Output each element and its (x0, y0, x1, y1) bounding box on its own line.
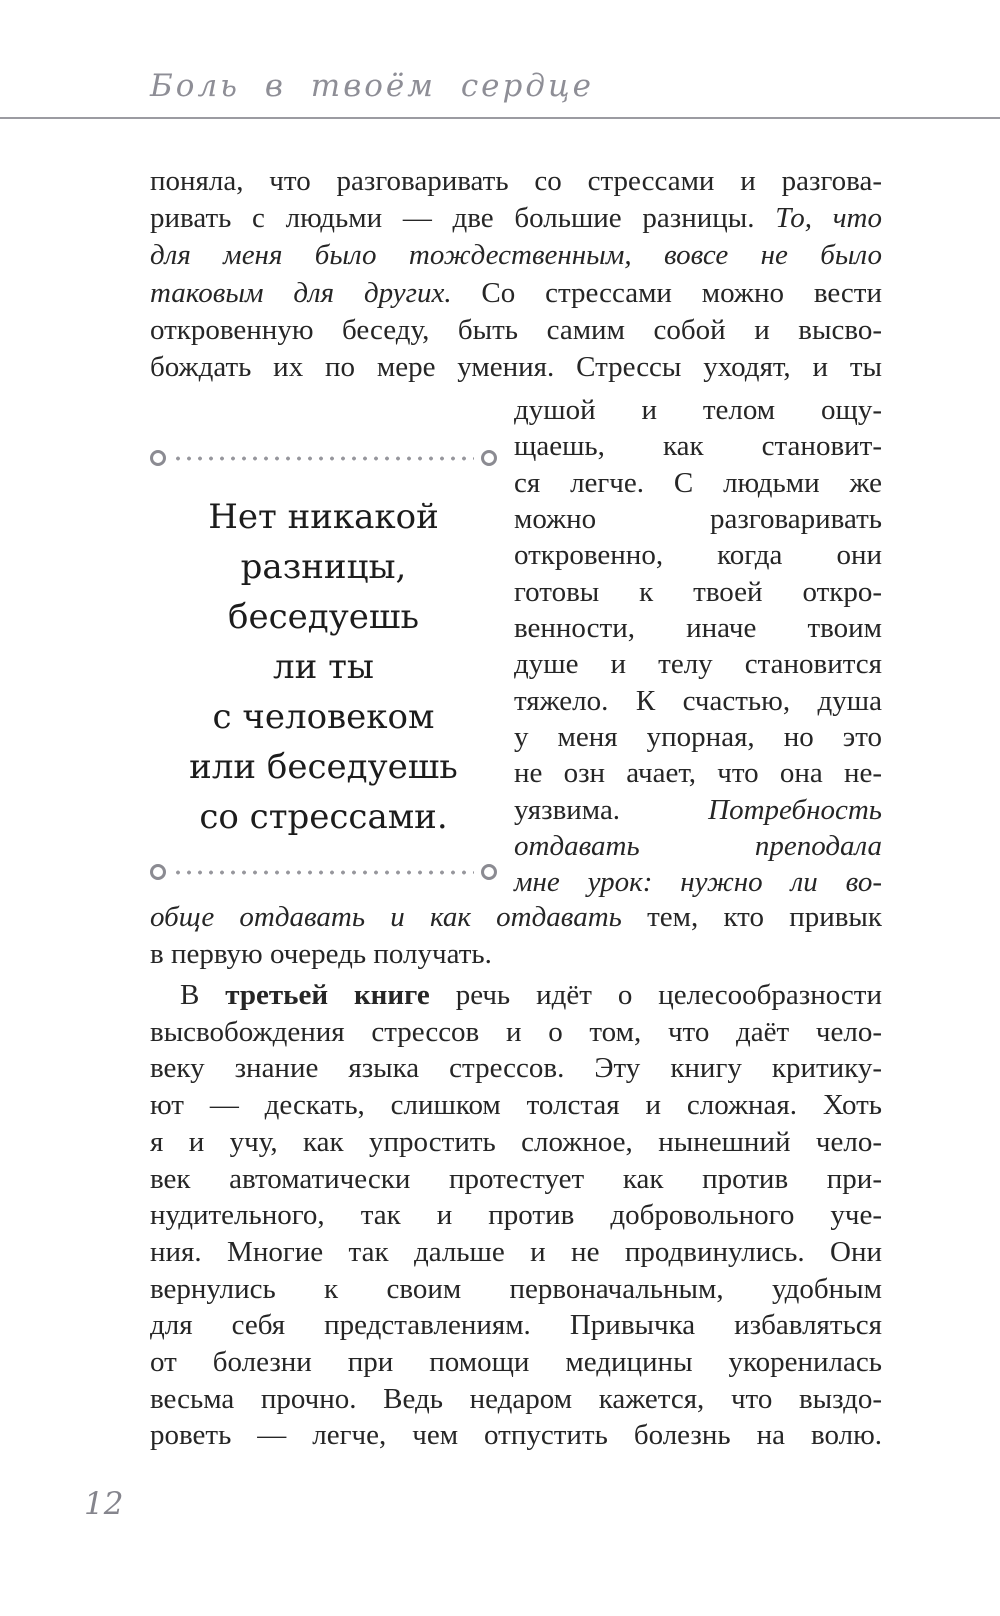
text-line: венности, иначе твоим (514, 612, 882, 645)
text-line: ся легче. С людьми же (514, 466, 882, 499)
text-line: для меня было тождественным, вовсе не было (150, 239, 882, 272)
text-line: тяжело. К счастью, душа (514, 684, 882, 717)
paragraph-2-tail (150, 899, 882, 973)
paragraph-1 (150, 163, 882, 386)
text-line: душой и телом ощу- (514, 394, 882, 426)
ornament-ring-right-icon (481, 864, 497, 880)
text-line: отдавать преподала (514, 830, 882, 863)
text-line: или беседуешь (189, 747, 458, 787)
text-line: В третьей книге речь идёт о целесообразности (180, 979, 883, 1011)
ornament-ring-right-icon (481, 450, 497, 466)
text-line: откровенно, когда они (514, 539, 882, 572)
text-line: ли ты (273, 647, 374, 687)
text-line: уязвима. Потребность (514, 793, 882, 826)
text-line: ривать с людьми — две большие разницы. То, что (150, 202, 882, 235)
text-line: Нет никакой (208, 497, 439, 537)
text-line: ют — дескать, слишком толстая и сложная. Хоть (150, 1089, 882, 1122)
running-head: Боль в твоём сердце (150, 68, 594, 104)
pull-quote (150, 392, 497, 901)
text-line: мне урок: нужно ли во- (514, 866, 882, 899)
text-line: нудительного, так и против добровольного уче- (150, 1199, 882, 1232)
text-line: я и учу, как упростить сложное, нынешний чело- (150, 1125, 882, 1158)
text-line: со стрессами. (199, 797, 448, 837)
text-line: бождать их по мере умения. Стрессы уходят, и ты (150, 351, 882, 384)
text-line: не озн ачает, что она не- (514, 757, 882, 790)
ornament-dotted-line (173, 870, 474, 875)
paragraph-3 (150, 977, 882, 1454)
text-line: веку знание языка стрессов. Эту книгу критику- (150, 1052, 882, 1085)
text-line: у меня упорная, но это (514, 721, 882, 754)
text-line: разницы, беседуешь (228, 547, 419, 637)
text-line: для себя представлениям. Привычка избавляться (150, 1309, 882, 1342)
ornament-dotted-line (173, 456, 474, 461)
text-line: весьма прочно. Ведь недаром кажется, что выздо- (150, 1382, 882, 1415)
header-rule (0, 117, 1000, 119)
text-line: таковым для других. Со стрессами можно вести (150, 276, 882, 309)
text-line: высвобождения стрессов и о том, что даёт чело- (150, 1015, 882, 1048)
text-line: вернулись к своим первоначальным, удобным (150, 1272, 882, 1305)
quote-ornament-top (150, 450, 497, 466)
text-line: поняла, что разговаривать со стрессами и разгова- (150, 165, 882, 197)
text-line: с человеком (212, 697, 435, 737)
text-line: готовы к твоей откро- (514, 575, 882, 608)
text-line: можно разговаривать (514, 503, 882, 536)
two-column-band (150, 392, 882, 901)
ornament-ring-left-icon (150, 450, 166, 466)
text-line: в первую очередь получать. (150, 938, 492, 971)
text-line: душе и телу становится (514, 648, 882, 681)
page-number: 12 (84, 1486, 124, 1522)
text-line: век автоматически протестует как против при- (150, 1162, 882, 1195)
text-line: откровенную беседу, быть самим собой и высво- (150, 313, 882, 346)
text-line: роветь — легче, чем отпустить болезнь на волю. (150, 1419, 882, 1452)
text-line: ния. Многие так дальше и не продвинулись. Они (150, 1235, 882, 1268)
quote-ornament-bottom (150, 864, 497, 880)
text-line: щаешь, как становит- (514, 430, 882, 463)
ornament-ring-left-icon (150, 864, 166, 880)
paragraph-2-right-column (514, 392, 882, 901)
text-line: от болезни при помощи медицины укоренилась (150, 1346, 882, 1379)
text-line: обще отдавать и как отдавать тем, кто привык (150, 901, 883, 933)
pull-quote-text (150, 492, 497, 842)
